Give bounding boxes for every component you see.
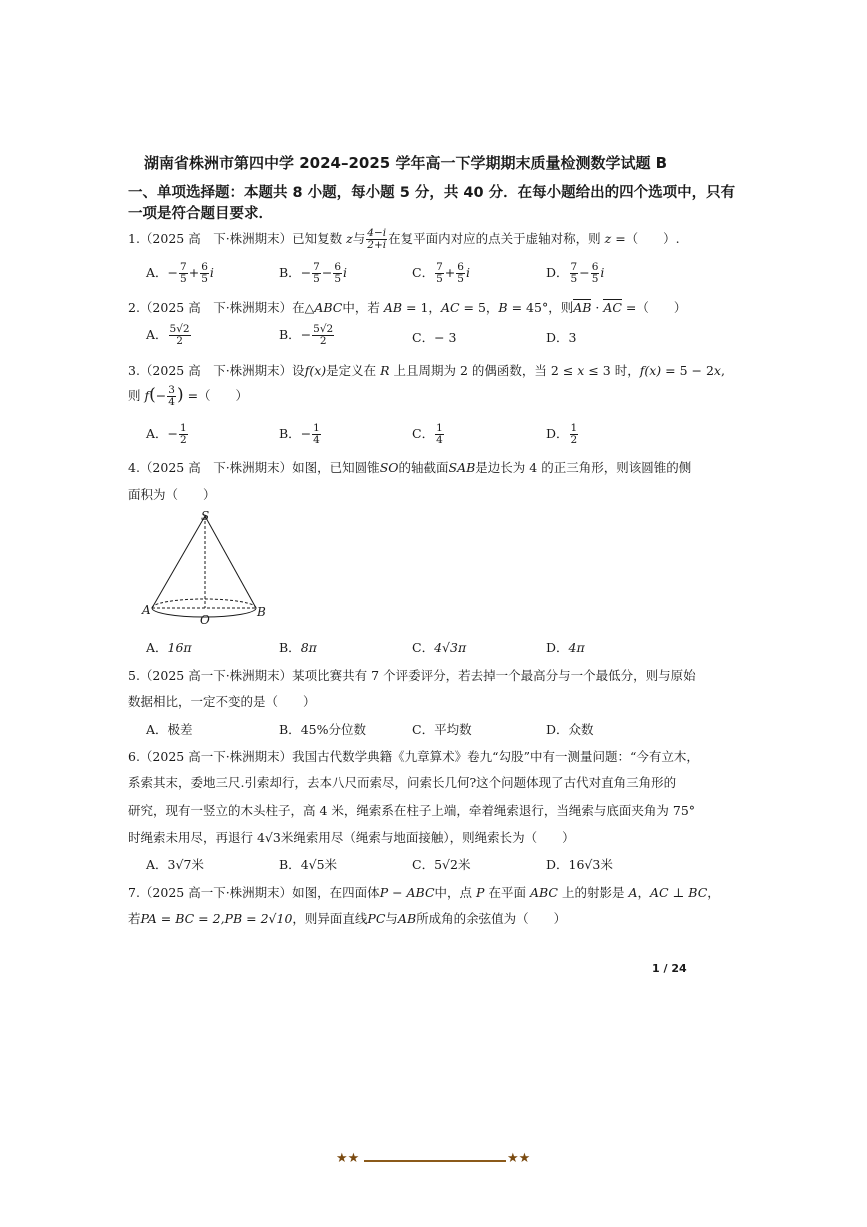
q6-option-c[interactable]: C．5√2米 [412,857,471,872]
cone-figure [140,508,270,628]
cone-label-a: A [142,603,151,617]
cone-base-back [152,599,256,608]
q1-stem-a: 与 [352,231,366,246]
section-heading-line2: 一项是符合题目要求． [128,206,273,222]
question-2: 2.（2025 高 下·株洲期末）在△ABC中，若 AB = 1，AC = 5，B = 45°，则AB · AC =（ ） [128,300,687,315]
q2-option-d[interactable]: D．3 [546,330,577,345]
question-6-line2: 系索其末，委地三尺.引索却行，去本八尺而索尽，问索长几何?这个问题体现了古代对直角三角形的 [128,775,677,790]
q2-option-a[interactable]: A． $\frac{5√2}{2}$ [146,323,190,347]
q1-stem-b: 在复平面内对应的点关于虚轴对称，则 [388,231,601,246]
footer-divider [364,1160,506,1162]
section-heading-line1: 一、单项选择题：本题共 8 小题，每小题 5 分，共 40 分．在每小题给出的四个选项中，只有 [128,185,736,201]
q1-fraction: $\frac{4-i}{2+i}$ [367,227,387,251]
q2-option-b[interactable]: B．− $\frac{5√2}{2}$ [279,323,334,347]
q1-option-d[interactable]: D． $\frac{7}{5}$ − $\frac{6}{5}$ i [546,261,605,285]
q1-var-z2: z [604,231,612,246]
q4-option-d[interactable]: D．4π [546,640,585,655]
q5-option-b[interactable]: B．45%分位数 [279,722,366,737]
q6-option-b[interactable]: B．4√5米 [279,857,338,872]
q1-option-c[interactable]: C． $\frac{7}{5}$ + $\frac{6}{5}$ i [412,261,470,285]
q3-option-d[interactable]: D． $\frac{1}{2}$ [546,422,578,446]
question-7-line1: 7.（2025 高一下·株洲期末）如图，在四面体P − ABC中，点 P 在平面 ABC 上的射影是 A，AC ⊥ BC， [128,885,720,900]
q6-option-d[interactable]: D．16√3米 [546,857,613,872]
q5-option-a[interactable]: A．极差 [146,722,193,737]
question-3-line2: 则 f(− $\frac{3}{4}$ ) =（ ） [128,384,249,408]
question-7-line2: 若PA = BC = 2,PB = 2√10，则异面直线PC与AB所成角的余弦值为（ ） [128,911,567,926]
cone-label-o: O [200,613,210,627]
question-3-line1: 3.（2025 高 下·株洲期末）设f(x)是定义在 R 上且周期为 2 的偶函数，当 2 ≤ x ≤ 3 时，f(x) = 5 − 2x, [128,363,725,378]
footer-stars-left: ★★ [336,1151,360,1166]
q4-option-b[interactable]: B．8π [279,640,317,655]
q1-option-b[interactable]: B．− $\frac{7}{5}$ − $\frac{6}{5}$ i [279,261,348,285]
footer-stars-right: ★★ [507,1151,531,1166]
q1-stem-c: =（ ）. [615,231,680,246]
q1-var-z: z [346,231,353,246]
question-6-line1: 6.（2025 高一下·株洲期末）我国古代数学典籍《九章算术》卷九“勾股”中有一测量问题：“今有立木， [128,749,699,764]
q5-option-d[interactable]: D．众数 [546,722,594,737]
q1-option-a[interactable]: A．− $\frac{7}{5}$ + $\frac{6}{5}$ i [146,261,214,285]
question-4-line1: 4.（2025 高 下·株洲期末）如图，已知圆锥SO的轴截面SAB是边长为 4 的正三角形，则该圆锥的侧 [128,460,692,475]
q1-source: 1.（2025 高 下·株洲期末）已知复数 [128,231,343,246]
cone-left-edge [152,516,205,608]
question-1 [128,228,680,251]
cone-label-b: B [257,605,266,619]
q3-option-c[interactable]: C． $\frac{1}{4}$ [412,422,443,446]
q5-option-c[interactable]: C．平均数 [412,722,472,737]
question-4-line2: 面积为（ ） [128,487,216,502]
q3-option-a[interactable]: A．− $\frac{1}{2}$ [146,422,187,446]
page-number: 1 / 24 [652,962,687,975]
question-6-line4: 时绳索未用尽，再退行 4√3米绳索用尽（绳索与地面接触），则绳索长为（ ） [128,830,575,845]
question-5-line2: 数据相比，一定不变的是（ ） [128,694,316,709]
question-5-line1: 5.（2025 高一下·株洲期末）某项比赛共有 7 个评委评分，若去掉一个最高分与一个最低分，则与原始 [128,668,696,683]
document-title: 湖南省株洲市第四中学 2024–2025 学年高一下学期期末质量检测数学试题 B [144,154,668,172]
cone-label-s: S [201,509,210,523]
q4-option-c[interactable]: C．4√3π [412,640,467,655]
q4-option-a[interactable]: A．16π [146,640,192,655]
q3-option-b[interactable]: B．− $\frac{1}{4}$ [279,422,320,446]
q6-option-a[interactable]: A．3√7米 [146,857,204,872]
cone-right-edge [205,516,256,608]
q2-option-c[interactable]: C．− 3 [412,330,457,345]
question-6-line3: 研究，现有一竖立的木头柱子，高 4 米，绳索系在柱子上端，牵着绳索退行，当绳索与底面夹角为 75° [128,803,696,818]
